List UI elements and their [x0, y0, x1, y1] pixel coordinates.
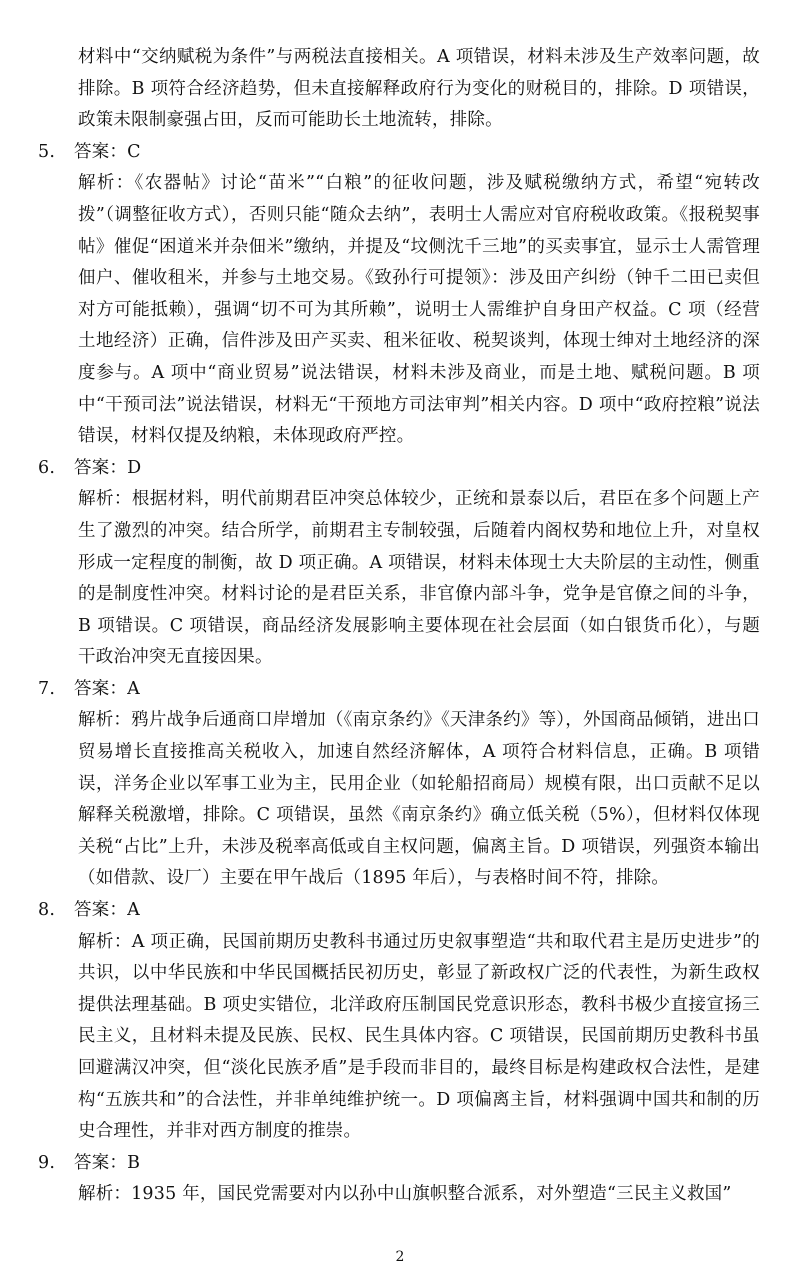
answer-item-6 — [38, 453, 760, 674]
page-number: 2 — [395, 1249, 405, 1265]
analysis-paragraph: 解析：鸦片战争后通商口岸增加（《南京条约》《天津条约》等），外国商品倾销，进出口贸易增长直接推高关税收入，加速自然经济解体，A 项符合材料信息，正确。B 项错误，洋务企业以军事工业为主，民用企业（如轮船招商局）规模有限，出口贡献不足以解释关税激增，排除。C 项错误，虽然《南京条约》确立低关税（5%），但材料仅体现关税“占比”上升，未涉及税率高低或自主权问题，偏离主旨。D 项错误，列强资本输出（如借款、设厂）主要在甲午战后（1895 年后），与表格时间不符，排除。 — [78, 710, 760, 889]
answer-text: 答案：D — [74, 457, 142, 478]
answer-text: 答案：C — [74, 141, 141, 162]
question-number: 8. — [38, 900, 56, 921]
answer-item-5 — [38, 137, 760, 453]
answer-text: 答案：A — [74, 678, 140, 699]
answer-item-9 — [38, 1148, 760, 1211]
answer-line — [38, 453, 760, 485]
answer-line — [38, 1148, 760, 1180]
intro-paragraph: 材料中“交纳赋税为条件”与两税法直接相关。A 项错误，材料未涉及生产效率问题，故排除。B 项符合经济趋势，但未直接解释政府行为变化的财税目的，排除。D 项错误，政策未限制豪强占田，反而可能助长土地流转，排除。 — [78, 47, 760, 131]
question-number: 5. — [38, 141, 56, 162]
answer-text: 答案：B — [74, 1152, 141, 1173]
answer-line — [38, 137, 760, 169]
question-number: 9. — [38, 1152, 56, 1173]
answer-explanations — [38, 42, 760, 1211]
analysis-paragraph: 解析：1935 年，国民党需要对内以孙中山旗帜整合派系，对外塑造“三民主义救国” — [78, 1184, 732, 1205]
analysis-paragraph: 解析：根据材料，明代前期君臣冲突总体较少，正统和景泰以后，君臣在多个问题上产生了激烈的冲突。结合所学，前期君主专制较强，后随着内阁权势和地位上升，对皇权形成一定程度的制衡，故 D 项正确。A 项错误，材料未体现士大夫阶层的主动性，侧重的是制度性冲突。材料讨论的是君臣关系，非官僚内部斗争，党争是官僚之间的斗争，B 项错误。C 项错误，商品经济发展影响主要体现在社会层面（如白银货币化），与题干政治冲突无直接因果。 — [78, 489, 760, 668]
question-number: 7. — [38, 678, 56, 699]
answer-item-8 — [38, 895, 760, 1148]
answer-line — [38, 895, 760, 927]
question-number: 6. — [38, 457, 56, 478]
answer-text: 答案：A — [74, 900, 140, 921]
analysis-paragraph: 解析：A 项正确，民国前期历史教科书通过历史叙事塑造“共和取代君主是历史进步”的共识，以中华民族和中华民国概括民初历史，彰显了新政权广泛的代表性，为新生政权提供法理基础。B 项史实错位，北洋政府压制国民党意识形态，教科书极少直接宣扬三民主义，且材料未提及民族、民权、民生具体内容。C 项错误，民国前期历史教科书虽回避满汉冲突，但“淡化民族矛盾”是手段而非目的，最终目标是构建政权合法性，是建构“五族共和”的合法性，并非单纯维护统一。D 项偏离主旨，材料强调中国共和制的历史合理性，并非对西方制度的推崇。 — [78, 931, 760, 1142]
answer-item-7 — [38, 674, 760, 895]
answer-line — [38, 674, 760, 706]
analysis-paragraph: 解析：《农器帖》讨论“苗米”“白粮”的征收问题，涉及赋税缴纳方式，希望“宛转改拨”（调整征收方式），否则只能“随众去纳”，表明士人需应对官府税收政策。《报税契事帖》催促“困道米并杂佃米”缴纳，并提及“坟侧沈千三地”的买卖事宜，显示士人需管理佃户、催收租米，并参与土地交易。《致孙行可提领》：涉及田产纠纷（钟千二田已卖但对方可能抵赖），强调“切不可为其所赖”，说明士人需维护自身田产权益。C 项（经营土地经济）正确，信件涉及田产买卖、租米征收、税契谈判，体现士绅对土地经济的深度参与。A 项中“商业贸易”说法错误，材料未涉及商业，而是土地、赋税问题。B 项中“干预司法”说法错误，材料无“干预地方司法审判”相关内容。D 项中“政府控粮”说法错误，材料仅提及纳粮，未体现政府严控。 — [78, 173, 760, 447]
